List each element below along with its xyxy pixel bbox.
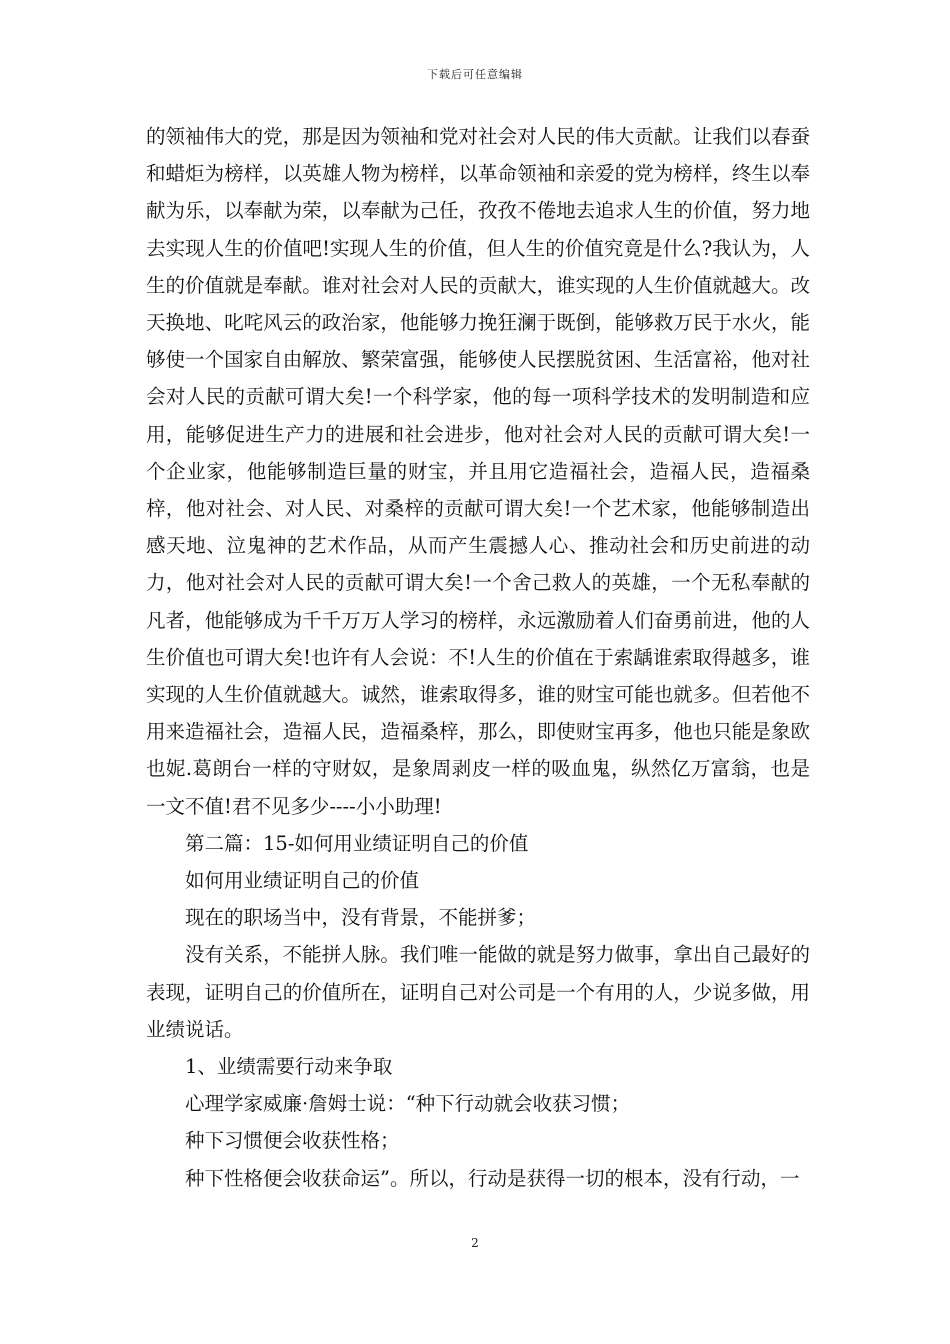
page-header: 下载后可任意编辑: [427, 68, 523, 81]
paragraph-5: 没有关系，不能拼人脉。我们唯一能做的就是努力做事，拿出自己最好的表现，证明自己的价值所在，证明自己对公司是一个有用的人，少说多做，用业绩说话。: [146, 943, 810, 1041]
paragraph-7: 心理学家威廉·詹姆士说：“种下行动就会收获习惯；: [185, 1092, 631, 1116]
page-number: 2: [471, 1236, 479, 1250]
section-title-paragraph: 第二篇：15-如何用业绩证明自己的价值: [185, 831, 529, 855]
paragraph-1: 的领袖伟大的党，那是因为领袖和党对社会对人民的伟大贡献。让我们以春蚕和蜡炬为榜样，以英雄人物为榜样，以革命领袖和亲爱的党为榜样，终生以奉献为乐，以奉献为荣，以奉献为己任，孜孜不倦地去追求人生的价值，努力地去实现人生的价值吧!实现人生的价值，但人生的价值究竟是什么?我认为，人生的价值就是奉献。谁对社会对人民的贡献大，谁实现的人生价值就越大。改天换地、叱咤风云的政治家，他能够力挽狂澜于既倒，能够救万民于水火，能够使一个国家自由解放、繁荣富强，能够使人民摆脱贫困、生活富裕，他对社会对人民的贡献可谓大矣!一个科学家，他的每一项科学技术的发明制造和应用，能够促进生产力的进展和社会进步，他对社会对人民的贡献可谓大矣!一个企业家，他能够制造巨量的财宝，并且用它造福社会，造福人民，造福桑梓，他对社会、对人民、对桑梓的贡献可谓大矣!一个艺术家，他能够制造出感天地、泣鬼神的艺术作品，从而产生震撼人心、推动社会和历史前进的动力，他对社会对人民的贡献可谓大矣!一个舍己救人的英雄，一个无私奉献的凡者，他能够成为千千万万人学习的榜样，永远激励着人们奋勇前进，他的人生价值也可谓大矣!也许有人会说：不!人生的价值在于索龋谁索取得越多，谁实现的人生价值就越大。诚然，谁索取得多，谁的财宝可能也就多。但若他不用来造福社会，造福人民，造福桑梓，那么，即使财宝再多，他也只能是象欧也妮.葛朗台一样的守财奴，是象周剥皮一样的吸血鬼，纵然亿万富翁，也是一文不值!君不见多少----小小助理!: [146, 125, 810, 818]
paragraph-9: 种下性格便会收获命运”。所以，行动是获得一切的根本，没有行动，一: [185, 1166, 800, 1190]
document-body: [146, 118, 810, 1197]
paragraph-8: 种下习惯便会收获性格；: [185, 1129, 400, 1153]
subtitle-paragraph: 如何用业绩证明自己的价值: [185, 869, 420, 893]
list-heading-1: 1、业绩需要行动来争取: [185, 1055, 393, 1079]
paragraph-4: 现在的职场当中，没有背景，不能拼爹；: [185, 906, 537, 930]
